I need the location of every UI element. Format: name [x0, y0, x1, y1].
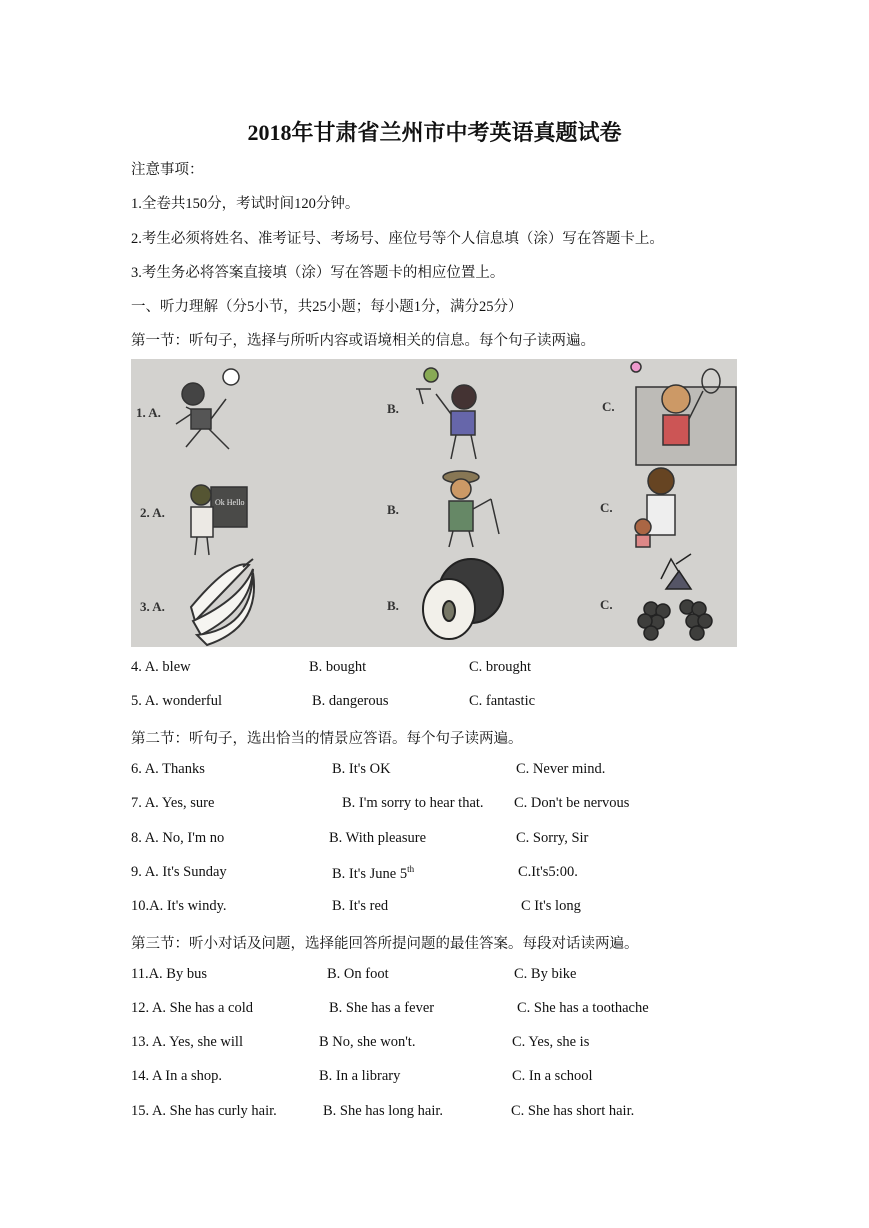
section1-instruction: 第一节：听句子，选择与所听内容或语境相关的信息。每个句子读两遍。: [131, 333, 595, 349]
pic-label-3b: B.: [387, 598, 399, 613]
q7-option-c: C. Don't be nervous: [514, 795, 630, 811]
q10-option-a: 10.A. It's windy.: [131, 898, 227, 914]
pic-label-1a: 1. A.: [136, 405, 161, 420]
listening-picture-grid: [131, 359, 737, 647]
q4-option-c: C. brought: [469, 659, 532, 675]
page-title: 2018年甘肃省兰州市中考英语真题试卷: [247, 120, 622, 145]
q4-option-b: B. bought: [309, 659, 367, 675]
q11-option-b: B. On foot: [327, 966, 389, 982]
part1-heading: 一、听力理解（分5小节，共25小题；每小题1分，满分25分）: [131, 299, 523, 315]
pic-label-2c: C.: [600, 500, 613, 515]
q11-option-c: C. By bike: [514, 966, 577, 982]
pic-label-2b: B.: [387, 502, 399, 517]
q8-option-c: C. Sorry, Sir: [516, 830, 589, 846]
q7-option-a: 7. A. Yes, sure: [131, 795, 215, 811]
q14-option-c: C. In a school: [512, 1068, 593, 1084]
pic-label-1b: B.: [387, 401, 399, 416]
q9-option-b-text: B. It's June 5: [332, 865, 408, 882]
q8-option-a: 8. A. No, I'm no: [131, 830, 225, 846]
q8-option-b: B. With pleasure: [329, 830, 427, 846]
q9-option-b: [332, 864, 414, 883]
q7-option-b: B. I'm sorry to hear that.: [342, 795, 484, 811]
q9-option-c: C.It's5:00.: [518, 864, 578, 880]
chalkboard-text: Ok Hello: [215, 498, 245, 507]
section2-instruction: 第二节：听句子，选出恰当的情景应答语。每个句子读两遍。: [131, 731, 523, 747]
q13-option-a: 13. A. Yes, she will: [131, 1034, 243, 1050]
q11-option-a: 11.A. By bus: [131, 966, 207, 982]
q15-option-c: C. She has short hair.: [511, 1103, 635, 1119]
q14-option-a: 14. A In a shop.: [131, 1068, 223, 1084]
q15-option-b: B. She has long hair.: [323, 1103, 444, 1119]
q10-option-b: B. It's red: [332, 898, 389, 914]
q12-option-b: B. She has a fever: [329, 1000, 435, 1016]
q6-option-b: B. It's OK: [332, 761, 391, 777]
pic-label-1c: C.: [602, 399, 615, 414]
notice-item-3: 3.考生务必将答案直接填（涂）写在答题卡的相应位置上。: [131, 265, 505, 281]
q6-option-a: 6. A. Thanks: [131, 761, 205, 777]
q10-option-c: C It's long: [521, 898, 581, 914]
notice-heading: 注意事项：: [131, 162, 204, 178]
notice-item-1: 1.全卷共150分，考试时间120分钟。: [131, 196, 360, 212]
q4-option-a: 4. A. blew: [131, 659, 191, 675]
pic-label-3c: C.: [600, 597, 613, 612]
q9-option-a: 9. A. It's Sunday: [131, 864, 227, 880]
pic-label-2a: 2. A.: [140, 505, 165, 520]
picture-illustrations: [131, 359, 737, 647]
q13-option-c: C. Yes, she is: [512, 1034, 590, 1050]
q12-option-c: C. She has a toothache: [517, 1000, 649, 1016]
q6-option-c: C. Never mind.: [516, 761, 606, 777]
section3-instruction: 第三节：听小对话及问题，选择能回答所提问题的最佳答案。每段对话读两遍。: [131, 936, 639, 952]
pic-label-3a: 3. A.: [140, 599, 165, 614]
q15-option-a: 15. A. She has curly hair.: [131, 1103, 277, 1119]
q5-option-c: C. fantastic: [469, 693, 536, 709]
q5-option-a: 5. A. wonderful: [131, 693, 223, 709]
q5-option-b: B. dangerous: [312, 693, 389, 709]
q13-option-b: B No, she won't.: [319, 1034, 416, 1050]
q14-option-b: B. In a library: [319, 1068, 401, 1084]
q9-option-b-sup: th: [407, 864, 415, 874]
q12-option-a: 12. A. She has a cold: [131, 1000, 254, 1016]
notice-item-2: 2.考生必须将姓名、准考证号、考场号、座位号等个人信息填（涂）写在答题卡上。: [131, 231, 664, 247]
